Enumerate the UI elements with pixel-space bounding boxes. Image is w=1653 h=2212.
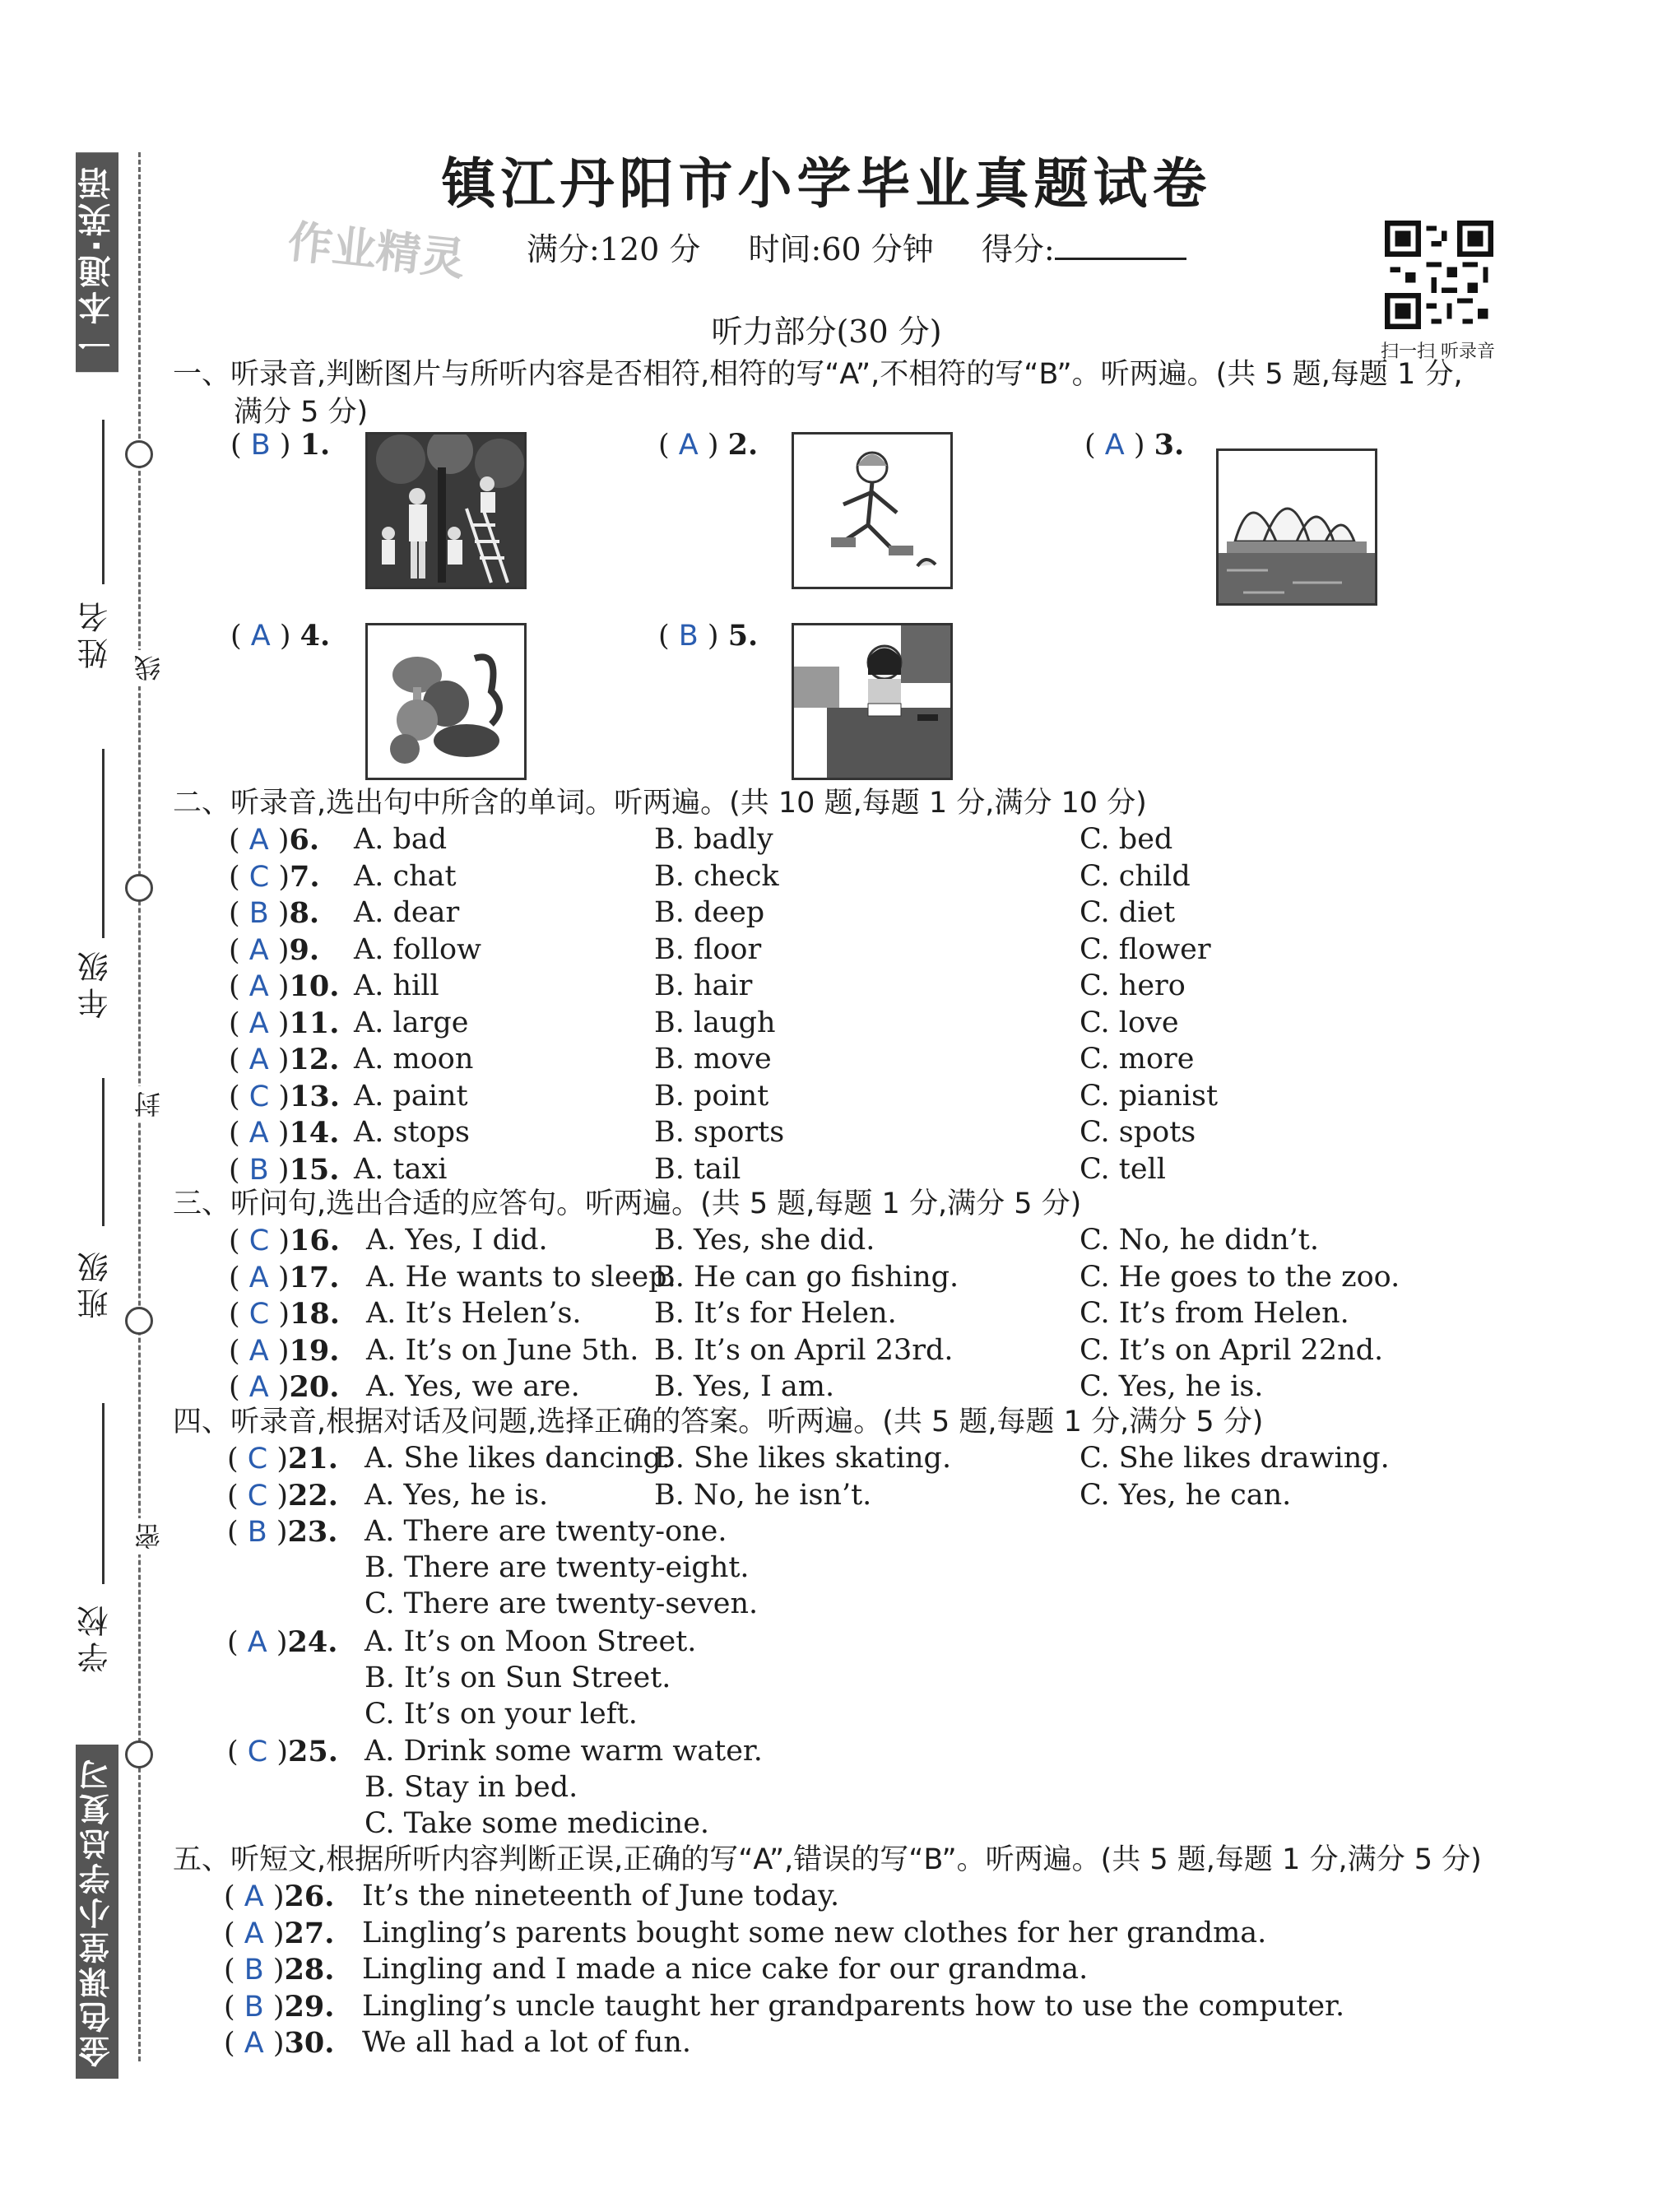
option-a: A. There are twenty-one. — [364, 1515, 727, 1548]
answer-parenthesis: ( B )28. — [224, 1953, 335, 1987]
picture-skater-fall — [792, 432, 953, 589]
answer-slot[interactable]: A — [248, 1006, 269, 1040]
answer-parenthesis: ( A )24. — [227, 1624, 338, 1659]
answer-parenthesis: ( B )8. — [229, 896, 320, 930]
item-number: 15. — [289, 1152, 340, 1187]
answer-parenthesis: ( A )12. — [229, 1043, 340, 1076]
option-a: A. He wants to sleep. — [366, 1260, 676, 1294]
item-number: 5. — [727, 619, 759, 653]
watermark: 作业精灵 — [285, 215, 468, 286]
answer-slot[interactable]: B — [244, 1990, 264, 2024]
statement-text: We all had a lot of fun. — [362, 2026, 692, 2059]
option-c: C. love — [1080, 1006, 1179, 1039]
s1-item-3: ( A ) 3. — [1084, 428, 1185, 462]
option-b: B. hair — [654, 969, 753, 1002]
item-number: 1. — [299, 428, 331, 462]
option-b: B. Stay in bed. — [364, 1771, 578, 1804]
answer-slot[interactable]: A — [248, 1371, 269, 1404]
item-number: 29. — [284, 1989, 335, 2024]
option-a: A. chat — [354, 859, 457, 893]
answer-parenthesis: ( C )7. — [229, 859, 320, 894]
item-number: 11. — [289, 1006, 340, 1040]
answer-slot[interactable]: A — [248, 1043, 269, 1076]
statement-text: Lingling’s parents bought some new clothes for her grandma. — [362, 1916, 1267, 1949]
page-title: 镇江丹阳市小学毕业真题试卷 — [441, 151, 1212, 216]
item-number: 14. — [289, 1116, 340, 1150]
answer-slot[interactable]: B — [250, 429, 271, 462]
picture-vegetables — [365, 623, 527, 780]
item-number: 28. — [284, 1953, 335, 1987]
option-c: C. hero — [1080, 969, 1186, 1002]
option-c: C. Take some medicine. — [364, 1807, 710, 1840]
answer-slot[interactable]: A — [250, 620, 271, 653]
class-field-label: 班级 — [77, 1247, 114, 1319]
item-number: 20. — [289, 1370, 340, 1404]
item-number: 26. — [284, 1880, 335, 1913]
option-b: B. tail — [654, 1152, 741, 1186]
option-c: C. more — [1080, 1043, 1195, 1076]
answer-slot[interactable]: C — [247, 1443, 268, 1475]
answer-slot[interactable]: A — [248, 1117, 269, 1150]
answer-parenthesis: ( A )30. — [224, 2026, 335, 2060]
class-field-line[interactable] — [102, 1078, 104, 1226]
answer-slot[interactable]: C — [247, 1479, 268, 1513]
answer-slot[interactable]: C — [248, 1224, 270, 1257]
option-b: B. floor — [654, 932, 762, 966]
option-b: B. She likes skating. — [654, 1442, 952, 1475]
option-a: A. It’s Helen’s. — [366, 1297, 582, 1330]
option-c: C. It’s from Helen. — [1080, 1297, 1349, 1330]
option-c: C. flower — [1080, 932, 1211, 966]
exam-meta — [527, 224, 1186, 269]
option-c: C. diet — [1080, 896, 1176, 929]
option-c: C. tell — [1080, 1152, 1166, 1186]
option-b: B. sports — [654, 1116, 785, 1149]
cut-mark-secret: 密 — [130, 1518, 168, 1554]
option-a: A. It’s on Moon Street. — [364, 1624, 697, 1658]
option-c: C. It’s on your left. — [364, 1697, 638, 1731]
school-field-line[interactable] — [102, 1403, 104, 1584]
answer-parenthesis: ( C )21. — [227, 1442, 338, 1475]
section-1-title-line1: 一、听录音,判断图片与所听内容是否相符,相符的写“A”,不相符的写“B”。听两遍。(共 5 题,每题 1 分, — [173, 358, 1463, 391]
answer-parenthesis: ( A )6. — [229, 823, 320, 857]
name-field-label: 姓名 — [77, 597, 114, 669]
section-3-title: 三、听问句,选出合适的应答句。听两遍。(共 5 题,每题 1 分,满分 5 分) — [173, 1187, 1082, 1220]
item-number: 27. — [284, 1916, 335, 1950]
answer-slot[interactable]: C — [248, 1298, 270, 1331]
item-number: 7. — [290, 859, 320, 894]
answer-slot[interactable]: A — [244, 1917, 264, 1950]
option-b: B. It’s on April 23rd. — [654, 1333, 954, 1367]
section-4-title: 四、听录音,根据对话及问题,选择正确的答案。听两遍。(共 5 题,每题 1 分,满分 5 分) — [173, 1406, 1264, 1438]
statement-text: Lingling and I made a nice cake for our grandma. — [362, 1953, 1089, 1986]
option-a: A. moon — [354, 1043, 474, 1076]
answer-parenthesis: ( A )14. — [229, 1116, 340, 1150]
binding-hole — [125, 874, 153, 902]
answer-slot[interactable]: A — [678, 429, 699, 462]
option-a: A. Yes, I did. — [366, 1224, 548, 1257]
grade-field-line[interactable] — [102, 749, 104, 938]
section-2-title: 二、听录音,选出句中所含的单词。听两遍。(共 10 题,每题 1 分,满分 10 分) — [173, 787, 1147, 820]
s1-item-4: ( A ) 4. — [230, 619, 331, 653]
answer-parenthesis: ( A )11. — [229, 1006, 340, 1040]
time-limit: 时间:60 分钟 — [748, 231, 934, 267]
option-c: C. Yes, he can. — [1080, 1478, 1292, 1512]
item-number: 2. — [727, 428, 759, 462]
option-a: A. taxi — [354, 1152, 448, 1186]
answer-parenthesis: ( C )18. — [229, 1297, 340, 1331]
option-b: B. He can go fishing. — [654, 1260, 959, 1294]
answer-parenthesis: ( C )16. — [229, 1224, 340, 1257]
answer-parenthesis: ( A )9. — [229, 932, 320, 967]
item-number: 21. — [288, 1442, 338, 1475]
answer-parenthesis: ( C )25. — [227, 1735, 338, 1768]
name-field-line[interactable] — [102, 420, 104, 584]
option-a: A. Yes, he is. — [364, 1478, 549, 1512]
answer-slot[interactable]: B — [248, 897, 269, 930]
answer-parenthesis: ( A )19. — [229, 1333, 340, 1368]
option-b: B. move — [654, 1043, 772, 1076]
s1-item-1: ( B ) 1. — [230, 428, 331, 462]
option-a: A. paint — [354, 1079, 468, 1113]
answer-slot[interactable]: A — [248, 1261, 269, 1294]
score-blank[interactable] — [1055, 233, 1186, 260]
option-a: A. She likes dancing. — [364, 1442, 671, 1475]
answer-parenthesis: ( B )29. — [224, 1989, 335, 2024]
binding-hole — [125, 1740, 153, 1768]
item-number: 16. — [290, 1224, 340, 1257]
answer-slot[interactable]: C — [248, 860, 270, 894]
option-a: A. Yes, we are. — [366, 1370, 580, 1403]
school-field-label: 学校 — [77, 1601, 114, 1673]
answer-slot[interactable]: B — [248, 1153, 269, 1187]
binding-hole — [125, 440, 153, 468]
answer-slot[interactable]: A — [248, 824, 269, 857]
item-number: 12. — [289, 1043, 340, 1076]
answer-slot[interactable]: A — [244, 1880, 264, 1913]
answer-slot[interactable]: A — [248, 933, 269, 967]
option-a: A. It’s on June 5th. — [366, 1333, 639, 1367]
grade-field-label: 年级 — [77, 946, 114, 1019]
option-c: C. She likes drawing. — [1080, 1442, 1390, 1475]
option-b: B. It’s for Helen. — [654, 1297, 897, 1330]
answer-slot[interactable]: B — [244, 1954, 264, 1987]
item-number: 30. — [284, 2026, 335, 2060]
item-number: 4. — [299, 619, 331, 653]
answer-slot[interactable]: B — [678, 620, 699, 653]
option-a: A. large — [354, 1006, 469, 1039]
answer-slot[interactable]: A — [247, 1625, 267, 1659]
answer-slot[interactable]: C — [247, 1736, 268, 1768]
option-a: A. bad — [354, 823, 448, 856]
item-number: 19. — [289, 1333, 340, 1368]
full-score: 满分:120 分 — [527, 231, 701, 267]
s1-item-2: ( A ) 2. — [658, 428, 759, 462]
cut-mark-line: 线 — [130, 650, 168, 686]
answer-slot[interactable]: A — [1104, 429, 1125, 462]
answer-parenthesis: ( A )26. — [224, 1880, 335, 1913]
option-b: B. No, he isn’t. — [654, 1478, 872, 1512]
item-number: 22. — [288, 1478, 338, 1513]
option-a: A. hill — [354, 969, 439, 1002]
option-c: C. He goes to the zoo. — [1080, 1260, 1400, 1294]
option-b: B. Yes, she did. — [654, 1224, 875, 1257]
binding-hole — [125, 1307, 153, 1335]
picture-sydney-opera-house — [1216, 448, 1377, 606]
item-number: 13. — [290, 1079, 340, 1113]
book-series-badge: 金色课堂小学总复习 — [76, 1745, 118, 2079]
option-b: B. deep — [654, 896, 765, 929]
item-number: 24. — [287, 1624, 338, 1659]
answer-parenthesis: ( C )13. — [229, 1079, 340, 1113]
section-1-title-line2: 满分 5 分) — [234, 396, 369, 429]
option-a: A. Drink some warm water. — [364, 1735, 763, 1768]
option-a: A. dear — [354, 896, 460, 929]
s1-item-5: ( B ) 5. — [658, 619, 759, 653]
item-number: 25. — [288, 1735, 338, 1768]
item-number: 8. — [289, 896, 320, 930]
answer-parenthesis: ( A )27. — [224, 1916, 335, 1950]
answer-parenthesis: ( A )20. — [229, 1370, 340, 1404]
answer-slot[interactable]: A — [248, 1334, 269, 1368]
option-b: B. check — [654, 859, 779, 893]
item-number: 23. — [287, 1515, 338, 1549]
option-b: B. It’s on Sun Street. — [364, 1661, 671, 1694]
section-5-title: 五、听短文,根据所听内容判断正误,正确的写“A”,错误的写“B”。听两遍。(共 5 题,每题 1 分,满分 5 分) — [173, 1843, 1482, 1876]
option-c: C. pianist — [1080, 1079, 1219, 1113]
option-c: C. child — [1080, 859, 1191, 893]
section-1-title — [173, 356, 1463, 431]
option-b: B. badly — [654, 823, 773, 856]
statement-text: It’s the nineteenth of June today. — [362, 1880, 840, 1912]
option-c: C. bed — [1080, 823, 1173, 856]
answer-slot[interactable]: A — [244, 2027, 264, 2060]
answer-parenthesis: ( B )23. — [227, 1515, 338, 1549]
option-c: C. Yes, he is. — [1080, 1370, 1264, 1403]
option-c: C. It’s on April 22nd. — [1080, 1333, 1384, 1367]
answer-parenthesis: ( B )15. — [229, 1152, 340, 1187]
cut-mark-seal: 封 — [130, 1086, 168, 1122]
item-number: 10. — [289, 969, 340, 1003]
answer-parenthesis: ( A )17. — [229, 1260, 340, 1294]
item-number: 9. — [289, 932, 320, 967]
series-badge: 一本通·英语 — [76, 152, 118, 372]
picture-girl-reading — [792, 623, 953, 780]
item-number: 18. — [290, 1297, 340, 1331]
option-b: B. laugh — [654, 1006, 776, 1039]
option-a: A. follow — [354, 932, 481, 966]
answer-slot[interactable]: A — [248, 970, 269, 1003]
option-b: B. There are twenty-eight. — [364, 1551, 750, 1584]
option-c: C. spots — [1080, 1116, 1196, 1149]
item-number: 17. — [289, 1260, 340, 1294]
item-number: 3. — [1154, 428, 1185, 462]
option-b: B. Yes, I am. — [654, 1370, 835, 1403]
score-label: 得分: — [982, 231, 1186, 267]
answer-parenthesis: ( A )10. — [229, 969, 340, 1003]
item-number: 6. — [289, 823, 320, 857]
option-b: B. point — [654, 1079, 769, 1113]
picture-fruit-picking — [365, 432, 527, 589]
answer-slot[interactable]: C — [248, 1080, 270, 1113]
option-a: A. stops — [354, 1116, 470, 1149]
answer-parenthesis: ( C )22. — [227, 1478, 338, 1513]
part-title: 听力部分(30 分) — [711, 314, 942, 350]
option-c: C. There are twenty-seven. — [364, 1587, 759, 1620]
answer-slot[interactable]: B — [247, 1516, 267, 1549]
option-c: C. No, he didn’t. — [1080, 1224, 1319, 1257]
qr-caption: 扫一扫 听录音 — [1381, 342, 1495, 362]
statement-text: Lingling’s uncle taught her grandparents how to use the computer. — [362, 1989, 1345, 2023]
